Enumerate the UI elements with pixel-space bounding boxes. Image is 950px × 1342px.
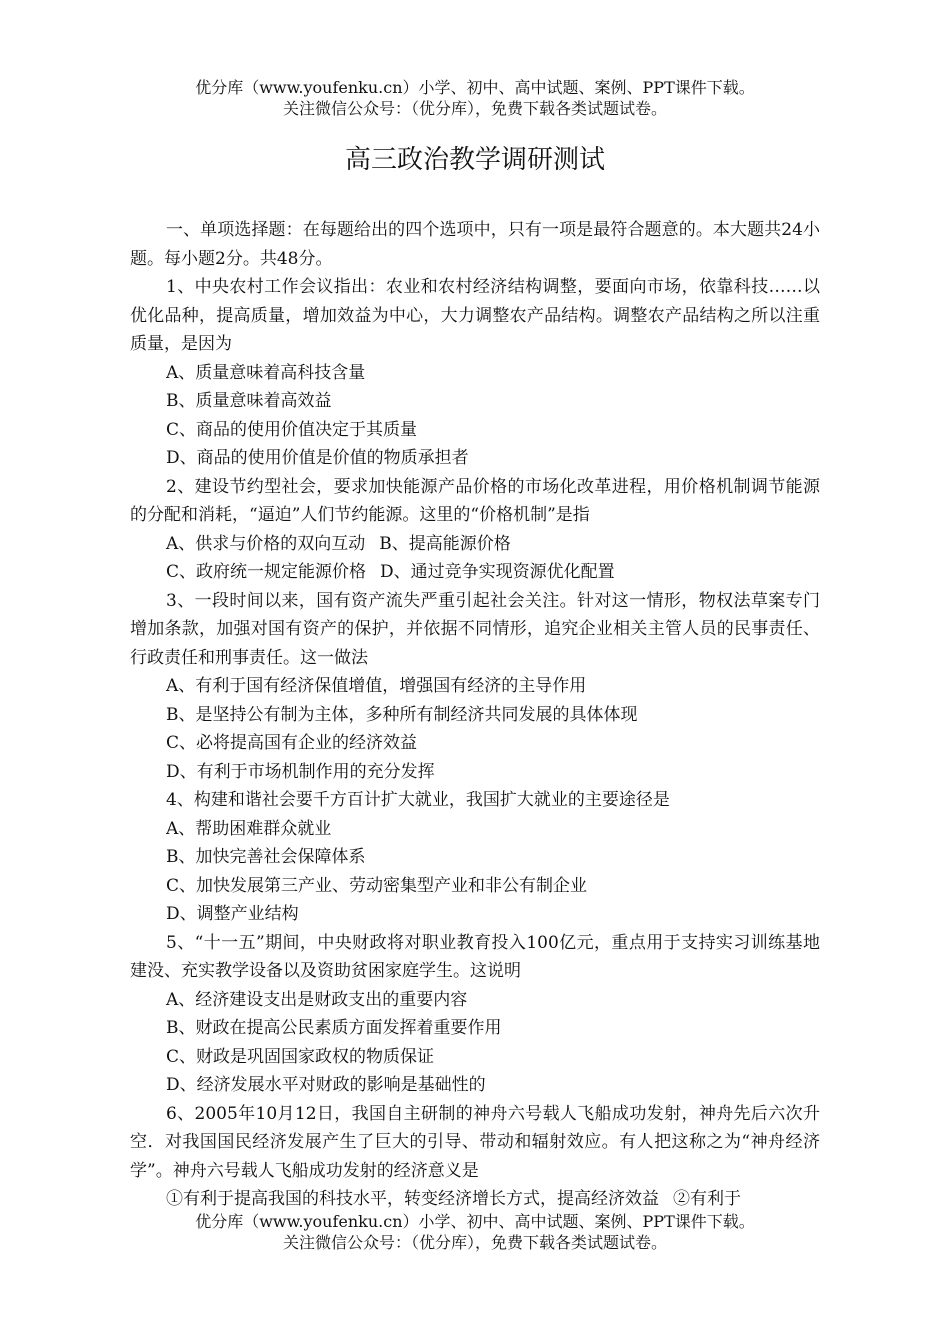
section-intro: 一、单项选择题：在每题给出的四个选项中，只有一项是最符合题意的。本大题共24小题。每小题2分。共48分。 [130, 220, 820, 269]
question-4-option-c: C、加快发展第三产业、劳动密集型产业和非公有制企业 [166, 875, 588, 896]
question-3-option-b: B、是坚持公有制为主体，多种所有制经济共同发展的具体体现 [166, 704, 638, 725]
question-3-option-c: C、必将提高国有企业的经济效益 [166, 733, 418, 753]
question-1-option-c: C、商品的使用价值决定于其质量 [166, 419, 418, 440]
question-3-stem: 3、一段时间以来，国有资产流失严重引起社会关注。针对这一情形，物权法草案专门增加条款，加强对国有资产的保护，并依据不同情形，追究企业相关主管人员的民事责任、行政责任和刑事责任。这一做法 [130, 590, 820, 668]
header-line-2: 关注微信公众号：（优分库），免费下载各类试题试卷。 [282, 99, 667, 118]
footer-line-2: 关注微信公众号：（优分库），免费下载各类试题试卷。 [282, 1233, 667, 1252]
question-4-stem: 4、构建和谐社会要千方百计扩大就业，我国扩大就业的主要途径是 [166, 790, 670, 810]
question-2-option-c: C、政府统一规定能源价格 [166, 562, 367, 582]
question-4-option-b: B、加快完善社会保障体系 [166, 847, 366, 867]
question-3-option-d: D、有利于市场机制作用的充分发挥 [166, 761, 435, 782]
question-6-stem: 6、2005年10月12日，我国自主研制的神舟六号载人飞船成功发射，神舟先后六次升空．对我国国民经济发展产生了巨大的引导、带动和辐射效应。有人把这称之为“神舟经济学”。神舟六号载人飞船成功发射的经济意义是 [130, 1103, 820, 1181]
question-2-option-b: B、提高能源价格 [379, 533, 511, 554]
question-1-option-d: D、商品的使用价值是价值的物质承担者 [166, 448, 469, 468]
question-5-option-a: A、经济建设支出是财政支出的重要内容 [166, 989, 468, 1010]
question-5-option-b: B、财政在提高公民素质方面发挥着重要作用 [166, 1018, 502, 1038]
page-title: 高三政治教学调研测试 [344, 145, 605, 175]
question-2-options-ab [130, 530, 820, 559]
footer-line-1: 优分库（www.youfenku.cn）小学、初中、高中试题、案例、PPT课件下载。 [195, 1212, 755, 1231]
question-6-item-1: ①有利于提高我国的科技水平，转变经济增长方式，提高经济效益 [166, 1189, 659, 1209]
question-6-items [130, 1185, 820, 1214]
question-4-option-d: D、调整产业结构 [166, 904, 299, 924]
question-1-option-a: A、质量意味着高科技含量 [166, 362, 366, 383]
question-5-option-c: C、财政是巩固国家政权的物质保证 [166, 1046, 435, 1067]
question-1-stem: 1、中央农村工作会议指出：农业和农村经济结构调整，要面向市场，依靠科技……以优化品种，提高质量，增加效益为中心，大力调整农产品结构。调整农产品结构之所以注重质量，是因为 [130, 277, 820, 354]
question-6-item-2: ②有利于 [673, 1189, 741, 1209]
question-2-stem: 2、建设节约型社会，要求加快能源产品价格的市场化改革进程，用价格机制调节能源的分配和消耗，“逼迫”人们节约能源。这里的“价格机制”是指 [130, 476, 820, 525]
question-4-option-a: A、帮助困难群众就业 [166, 818, 332, 839]
exam-content [130, 216, 820, 1214]
question-5-stem: 5、“十一五”期间，中央财政将对职业教育投入100亿元，重点用于支持实习训练基地建没、充实教学设备以及资助贫困家庭学生。这说明 [130, 932, 820, 981]
question-2-option-a: A、供求与价格的双向互动 [166, 533, 366, 554]
question-1-option-b: B、质量意味着高效益 [166, 391, 332, 411]
question-5-option-d: D、经济发展水平对财政的影响是基础性的 [166, 1075, 486, 1095]
header-line-1: 优分库（www.youfenku.cn）小学、初中、高中试题、案例、PPT课件下载。 [195, 78, 755, 97]
question-3-option-a: A、有利于国有经济保值增值，增强国有经济的主导作用 [166, 676, 587, 696]
question-2-options-cd [130, 558, 820, 587]
question-2-option-d: D、通过竞争实现资源优化配置 [380, 562, 615, 582]
